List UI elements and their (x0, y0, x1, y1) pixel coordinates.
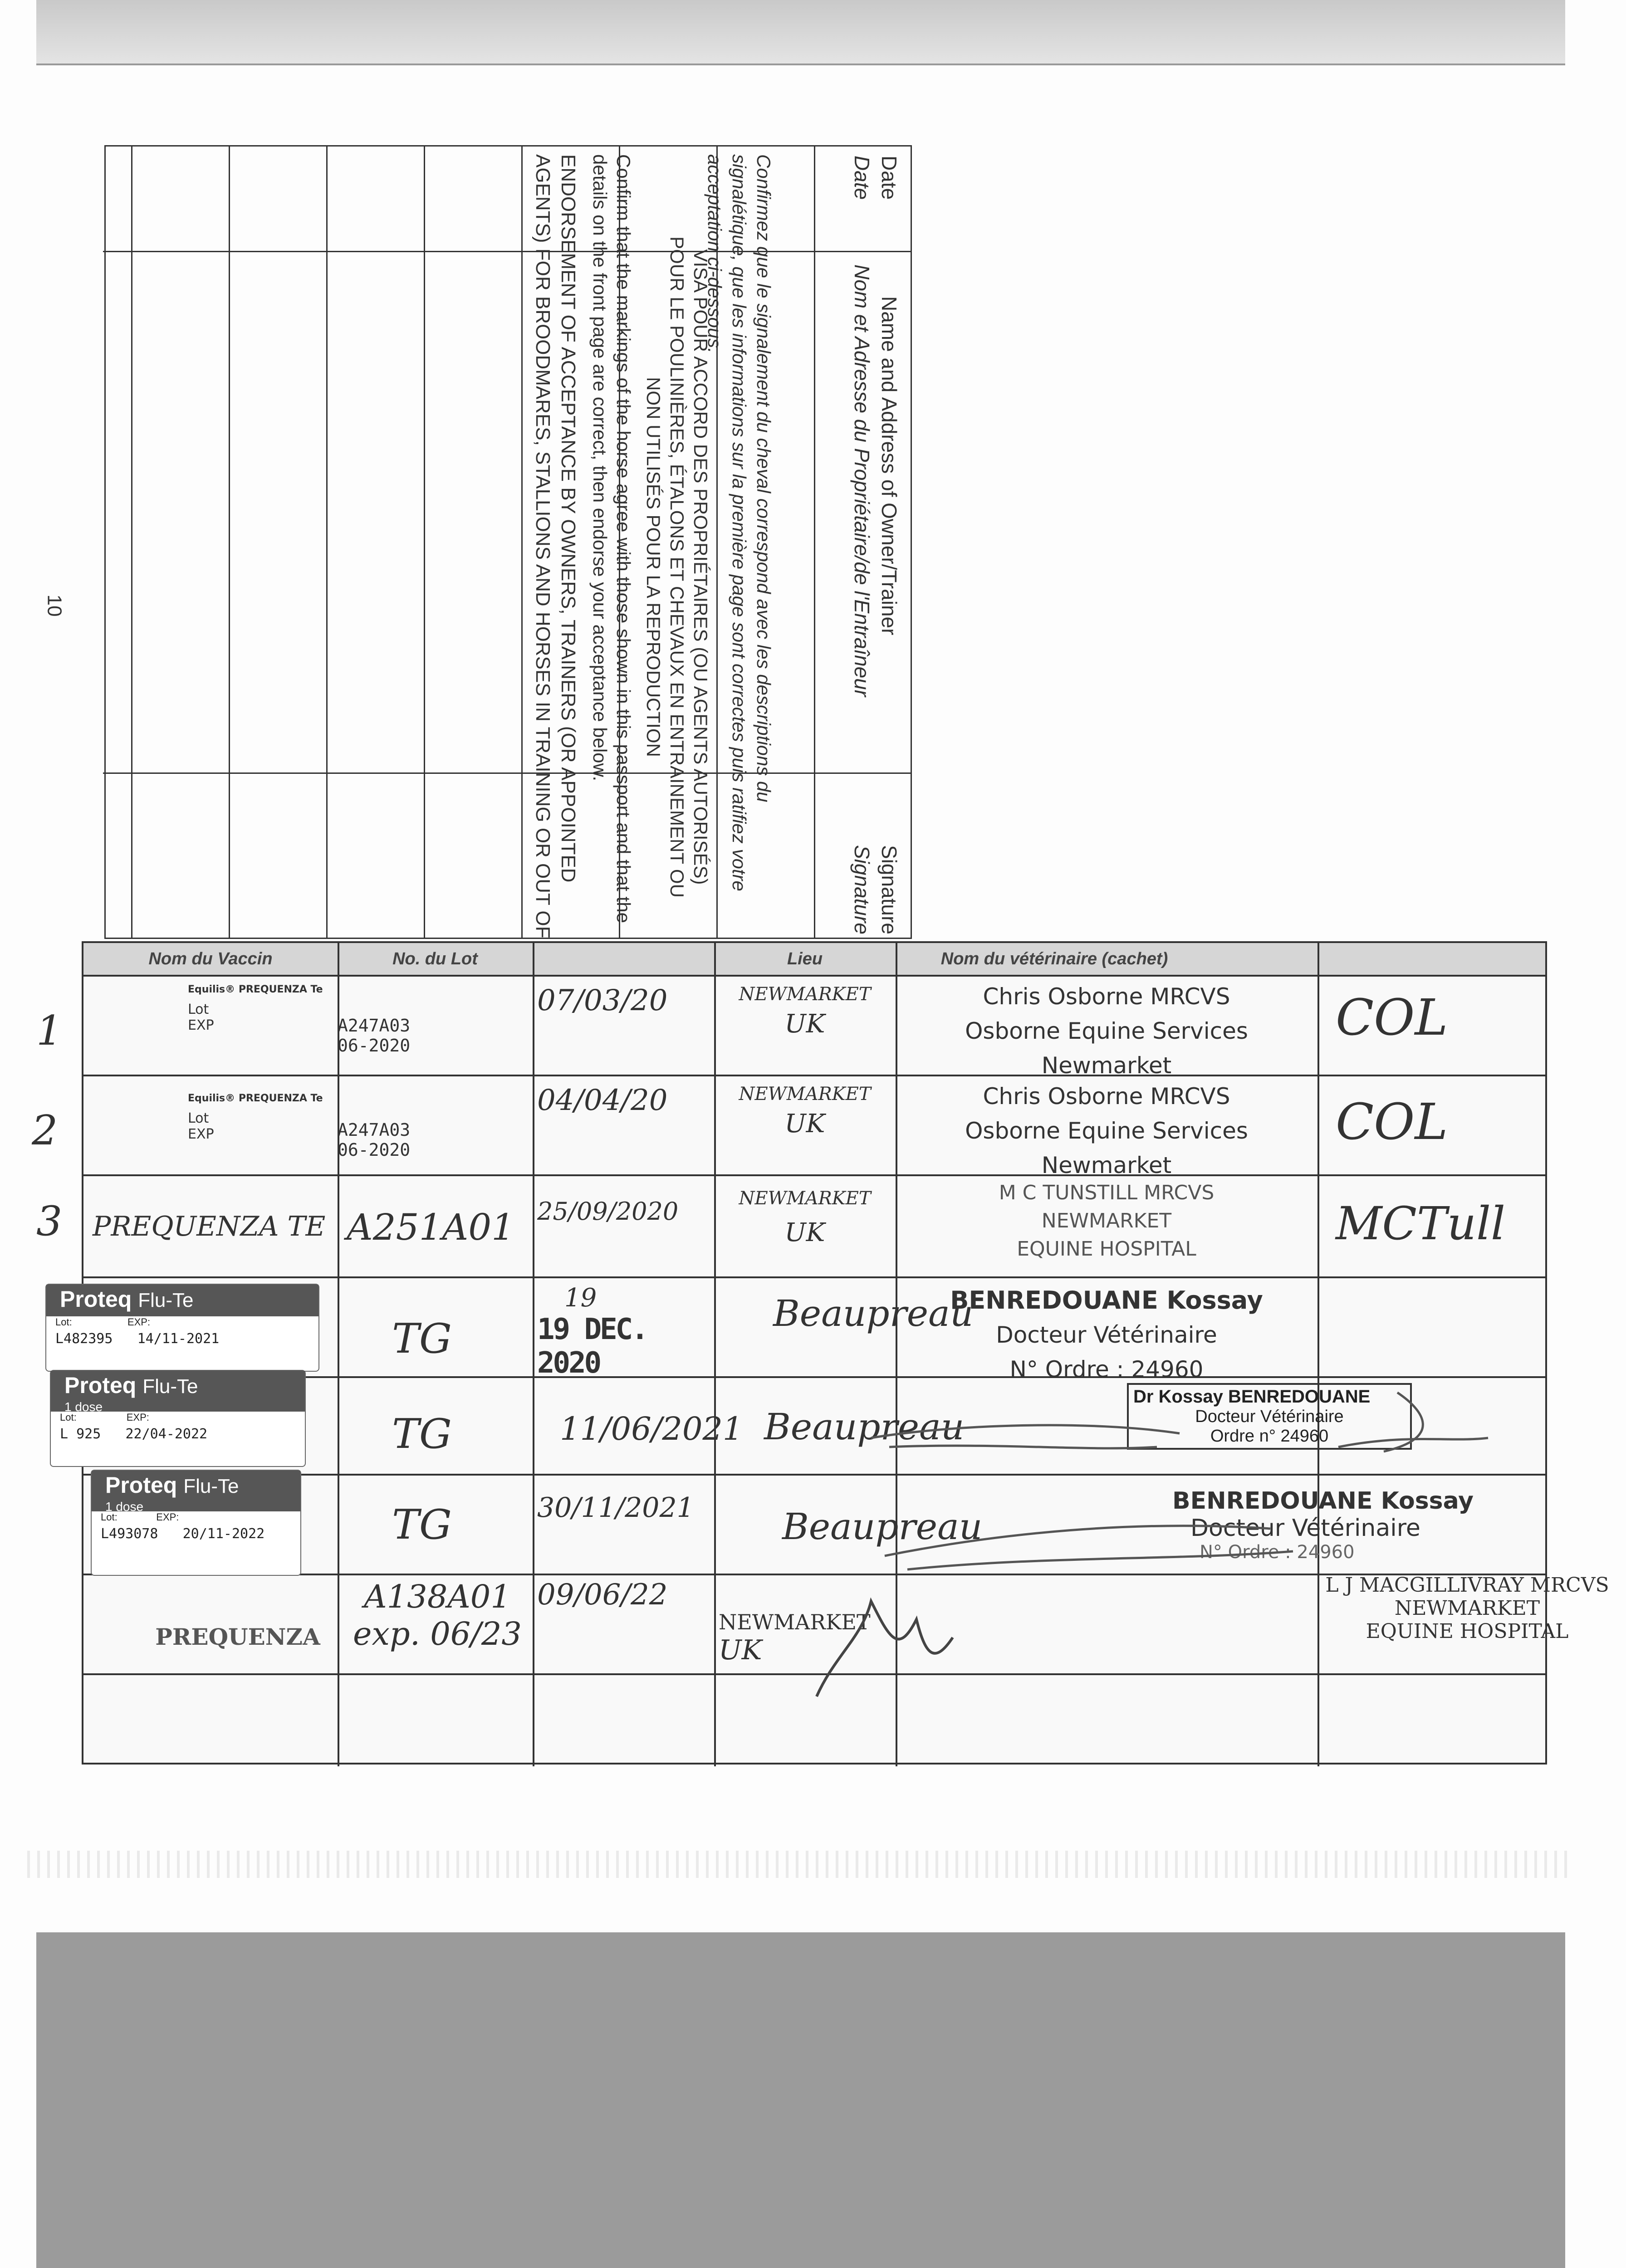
col-date-fr: Date (850, 156, 874, 200)
vaccine-sticker: Proteq Flu-Te 1 dose Lot: EXP: L 925 22/04-2022 (50, 1370, 306, 1467)
col-date-en: Date (877, 156, 901, 200)
endorsement-text-en: Confirm that the markings of the horse agree with those shown in this passport and that the details on the front page are correct, then endorse your acceptance below. (589, 154, 634, 923)
row-number: 3 (36, 1198, 63, 1245)
vaccine-sticker: Proteq Flu-Te Lot: EXP: L482395 14/11-2021 (45, 1284, 319, 1372)
vet-stamp: Chris Osborne MRCVS Osborne Equine Services Newmarket (965, 983, 1248, 1079)
row-number: 1 (36, 1007, 63, 1055)
endorsement-heading-fr: VISA POUR ACCORD DES PROPRIÉTAIRES (OU AGENTS AUTORISÉS) POUR LE POULINIÈRES, ÉTALONS ET CHEVAUX EN ENTRAINEMENT OU NON UTILISÉS POUR LA REPRODUCTION (643, 236, 711, 898)
header-lot-number: No. du Lot (392, 949, 478, 968)
row-number: 2 (32, 1107, 58, 1154)
scan-bottom-grey (36, 1932, 1565, 2268)
header-place: Lieu (787, 949, 823, 968)
header-vaccine-name: Nom du Vaccin (148, 949, 273, 968)
vaccine-sticker: Proteq Flu-Te 1 dose Lot: EXP: L493078 20/11-2022 (91, 1470, 301, 1576)
endorsement-grid (104, 145, 912, 939)
vaccination-table: Nom du Vaccin No. du Lot Lieu Nom du vétérinaire (cachet) Equilis® PREQUENZA Te Lot EXP A247A03 06-2020 07/03/20 NEWMARKET UK Chris Osborne MRCVS Osborne Equine Services Newmarket COL Equilis® PREQUENZA Te Lot EXP A247A03 06-2020 04/04/20 NEWMARKET UK Chris Osborne MRCVS Osborne Equine Services Newmarket COL PREQUENZA TE A251A01 25/09/2020 NEWMARKET UK M C TUNSTILL MRCVS NEWMARKET EQUINE HOSPITAL MCTull TG 19 19 DEC. 2020 Beaupreau BENREDOUANE Kossay Docteur Vétérinaire N° Ordre : 24960 TG 11/06/2021 Beaupreau Dr Kossay BENREDOUANE Docteur Vétérinaire Ordre n° 24960 TG 30/11/2021 Beaupreau BENREDOUANE Kossay Docteur Vétérinaire N° Ordre : 24960 PREQUENZA A138A01 exp. 06/23 09/06/22 NEWMARKET UK L J MACGILLIVRAY MRCVS NEWMARKET EQUINE HOSPITAL (82, 941, 1547, 1765)
header-date (533, 943, 714, 975)
vet-signature: COL (1336, 988, 1448, 1046)
col-signature-fr: Signature (850, 845, 874, 934)
lot-number: A247A03 06-2020 (338, 1016, 411, 1056)
scan-top-band (36, 0, 1565, 65)
table-row: Equilis® PREQUENZA Te Lot EXP (188, 984, 324, 1033)
place: NEWMARKET UK (739, 984, 871, 1039)
signature-scribble (862, 1383, 1497, 1701)
scan-noise (27, 1851, 1570, 1878)
col-signature-en: Signature (877, 845, 901, 934)
col-name-en: Name and Address of Owner/Trainer (877, 296, 901, 635)
vaccine-label: Equilis® PREQUENZA Te (188, 984, 323, 995)
col-name-fr: Nom et Adresse du Propriétaire/de l'Entraîneur (850, 264, 874, 697)
page-number: 10 (43, 594, 66, 617)
vaccination-date: 07/03/20 (537, 984, 668, 1017)
endorsement-text-fr: Confirmez que le signalement du cheval correspond avec les descriptions du signalétique, que les informations sur la première page sont correctes puis ratifiez votre acceptation ci-dessous. (704, 154, 774, 891)
vet-stamp-box: Dr Kossay BENREDOUANE Docteur Vétérinaire Ordre n° 24960 (1127, 1383, 1412, 1450)
endorsement-heading-en: ENDORSEMENT OF ACCEPTANCE BY OWNERS, TRAINERS (OR APPOINTED AGENTS) FOR BROODMARES, STALLIONS AND HORSES IN TRAINING OR OUT OF (532, 154, 579, 938)
header-vet-name: Nom du vétérinaire (cachet) (940, 949, 1168, 968)
